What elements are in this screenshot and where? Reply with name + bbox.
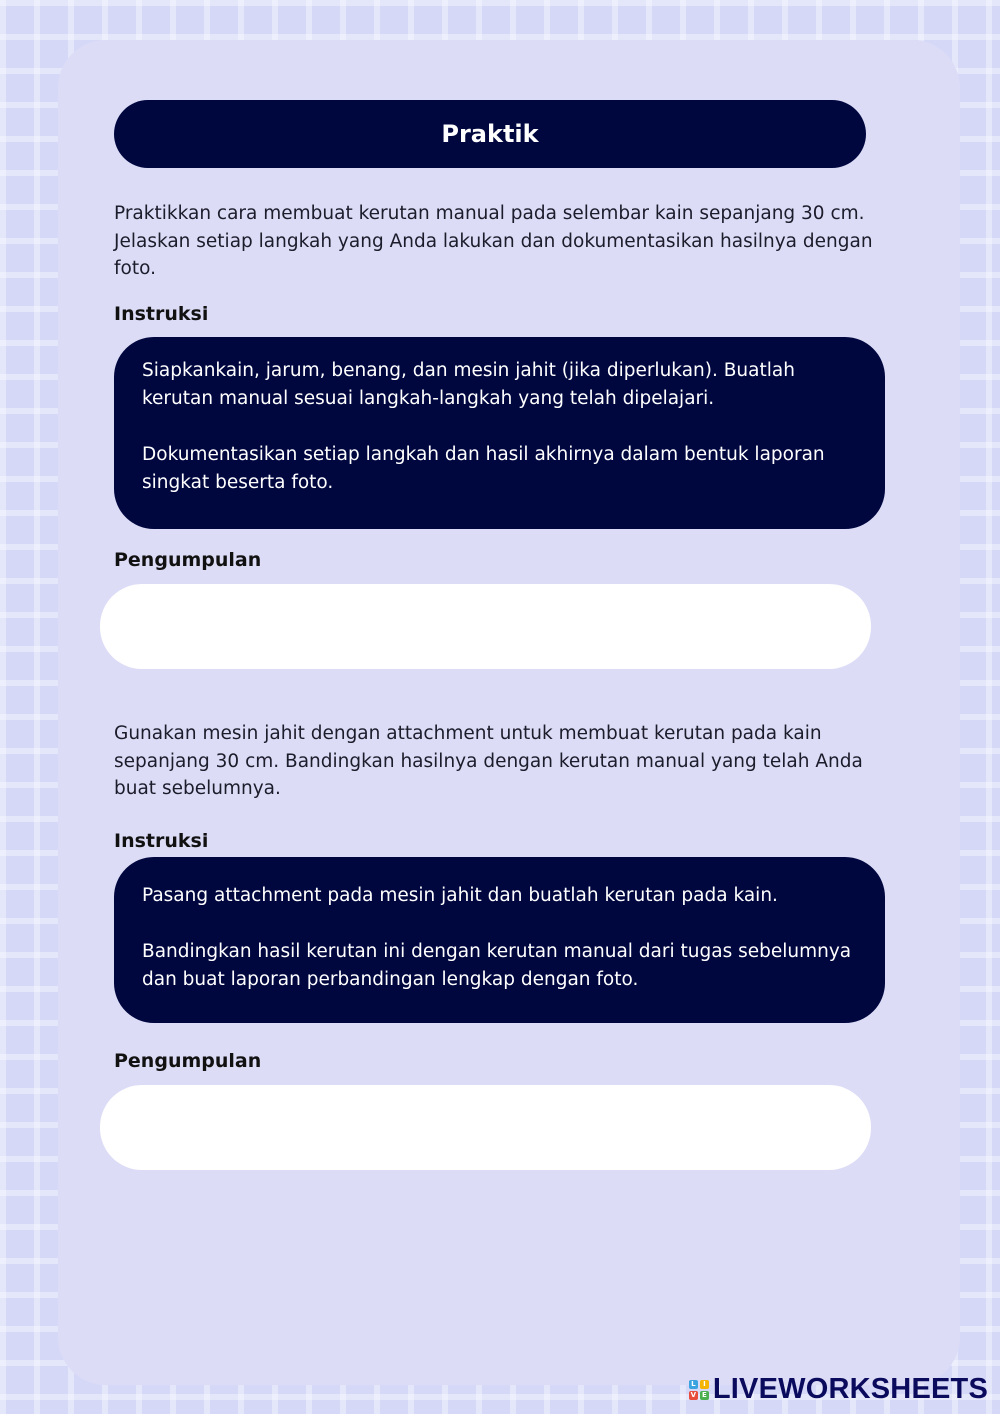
- task2-instructions-box: [114, 857, 885, 1023]
- task1-description: Praktikkan cara membuat kerutan manual pada selembar kain sepanjang 30 cm. Jelaskan setiap langkah yang Anda lakukan dan dokumentasikan hasilnya dengan foto.: [114, 203, 873, 279]
- task1-submission-label: Pengumpulan: [114, 549, 262, 571]
- task2-description: Gunakan mesin jahit dengan attachment untuk membuat kerutan pada kain sepanjang 30 cm. Bandingkan hasilnya dengan kerutan manual yang telah Anda buat sebelumnya.: [114, 723, 863, 799]
- task1-instructions-label: Instruksi: [114, 303, 209, 325]
- watermark-text: LIVEWORKSHEETS: [712, 1373, 988, 1405]
- liveworksheets-watermark: [689, 1373, 988, 1406]
- task2-instruction-1: Pasang attachment pada mesin jahit dan buatlah kerutan pada kain.: [142, 885, 778, 906]
- task1-instruction-2: Dokumentasikan setiap langkah dan hasil akhirnya dalam bentuk laporan singkat beserta foto.: [142, 444, 825, 493]
- task2-submission-input[interactable]: [100, 1085, 871, 1170]
- task2-instruction-2: Bandingkan hasil kerutan ini dengan kerutan manual dari tugas sebelumnya dan buat laporan perbandingan lengkap dengan foto.: [142, 941, 852, 990]
- logo-letter-e: E: [700, 1391, 709, 1400]
- liveworksheets-logo-icon: [689, 1380, 709, 1400]
- task2-instructions-label: Instruksi: [114, 830, 209, 852]
- logo-letter-l: L: [689, 1380, 698, 1389]
- logo-letter-v: V: [690, 1390, 697, 1399]
- task2-submission-label: Pengumpulan: [114, 1050, 262, 1072]
- logo-letter-i: I: [700, 1380, 709, 1389]
- task1-instruction-1: Siapkankain, jarum, benang, dan mesin jahit (jika diperlukan). Buatlah kerutan manual sesuai langkah-langkah yang telah dipelajari.: [142, 360, 795, 409]
- page-title: Praktik: [114, 100, 866, 168]
- task1-instructions-box: [114, 337, 885, 529]
- task1-submission-input[interactable]: [100, 584, 871, 669]
